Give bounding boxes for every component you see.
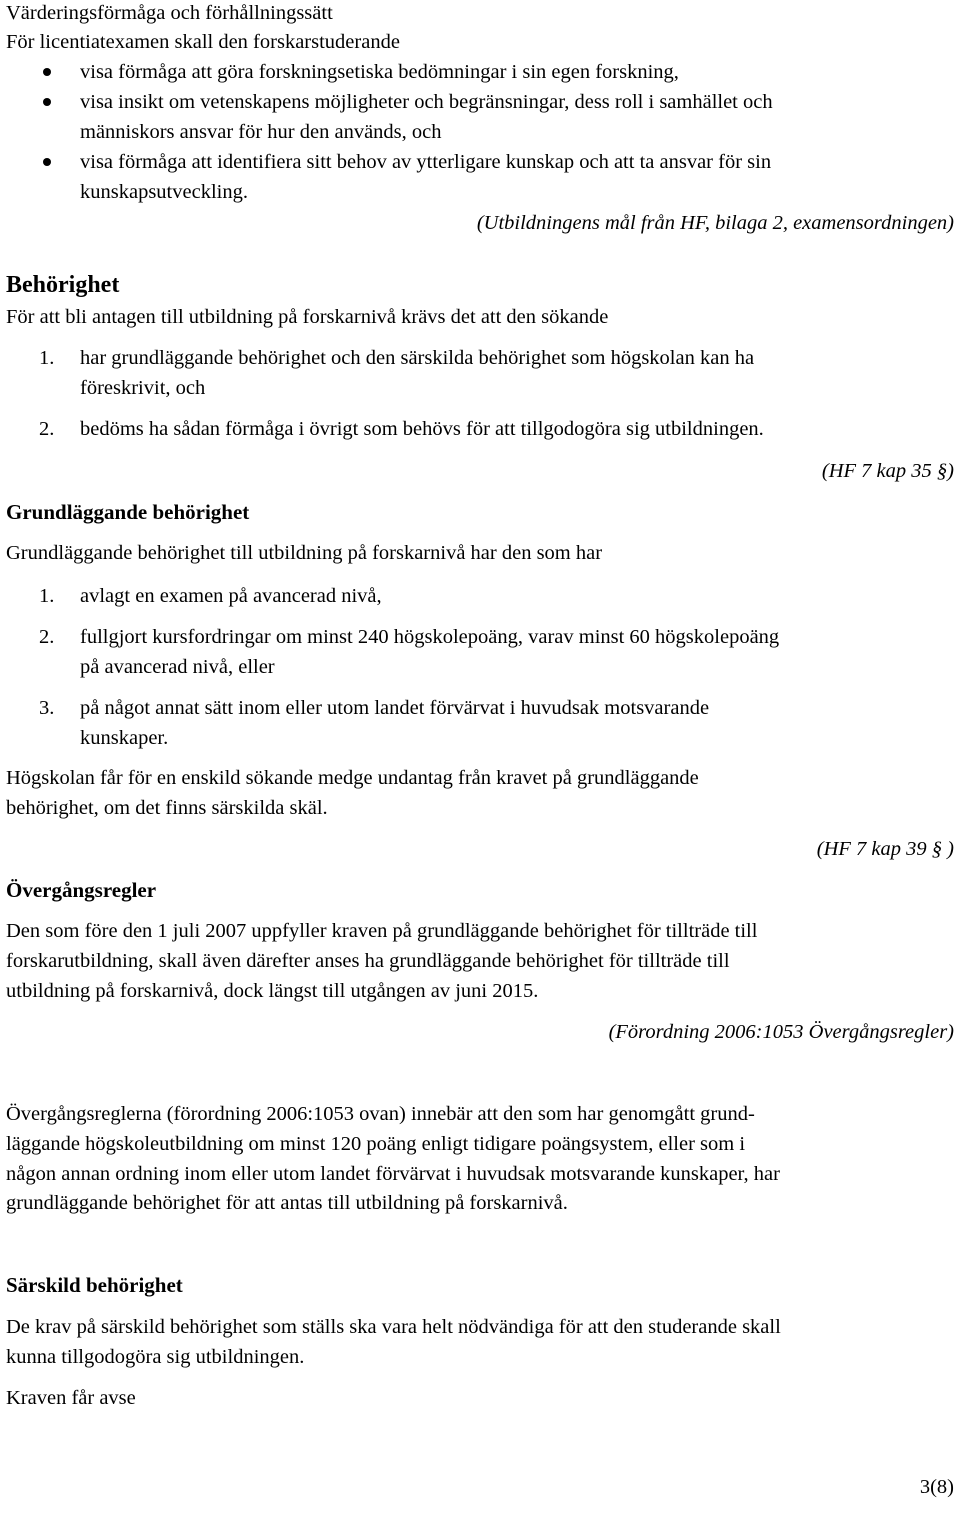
- item-text: på avancerad nivå, eller: [80, 656, 275, 678]
- bullet-icon: [43, 158, 51, 166]
- bullet-text: människors ansvar för hur den används, och: [80, 121, 442, 143]
- behorighet-intro: För att bli antagen till utbildning på forskarnivå krävs det att den sökande: [6, 306, 609, 328]
- item-text: föreskrivit, och: [80, 377, 206, 399]
- item-number: 1.: [39, 585, 55, 607]
- exception-text: Högskolan får för en enskild sökande medge undantag från kravet på grundläggande: [6, 767, 699, 789]
- heading-sarskild: Särskild behörighet: [6, 1273, 183, 1297]
- bullet-icon: [43, 98, 51, 106]
- item-text: kunskaper.: [80, 727, 169, 749]
- paragraph-line: kunna tillgodogöra sig utbildningen.: [6, 1346, 305, 1368]
- section-intro: För licentiatexamen skall den forskarstuderande: [6, 31, 400, 53]
- section-title: Värderingsförmåga och förhållningssätt: [6, 2, 333, 24]
- bullet-text: visa förmåga att identifiera sitt behov av ytterligare kunskap och att ta ansvar för sin: [80, 151, 772, 173]
- citation: (HF 7 kap 39 § ): [816, 838, 954, 860]
- item-text: fullgjort kursfordringar om minst 240 högskolepoäng, varav minst 60 högskolepoäng: [80, 626, 780, 648]
- citation: (HF 7 kap 35 §): [821, 460, 954, 482]
- paragraph-line: Den som före den 1 juli 2007 uppfyller kraven på grundläggande behörighet för tillträde till: [6, 920, 758, 942]
- item-text: bedöms ha sådan förmåga i övrigt som behövs för att tillgodogöra sig utbildningen.: [80, 418, 764, 440]
- paragraph-line: grundläggande behörighet för att antas till utbildning på forskarnivå.: [6, 1192, 568, 1214]
- paragraph-line: läggande högskoleutbildning om minst 120 poäng enligt tidigare poängsystem, eller som i: [6, 1133, 746, 1155]
- item-text: avlagt en examen på avancerad nivå,: [80, 585, 382, 607]
- bullet-text: visa förmåga att göra forskningsetiska bedömningar i sin egen forskning,: [80, 61, 679, 83]
- item-number: 2.: [39, 626, 55, 648]
- heading-behorighet: Behörighet: [6, 272, 120, 298]
- heading-grundlaggande: Grundläggande behörighet: [6, 500, 250, 524]
- item-text: har grundläggande behörighet och den särskilda behörighet som högskolan kan ha: [80, 347, 755, 369]
- citation: (Förordning 2006:1053 Övergångsregler): [608, 1021, 954, 1043]
- paragraph-line: någon annan ordning inom eller utom landet förvärvat i huvudsak motsvarande kunskaper, har: [6, 1163, 780, 1185]
- heading-overgangsregler: Övergångsregler: [6, 878, 157, 902]
- item-number: 2.: [39, 418, 55, 440]
- bullet-text: visa insikt om vetenskapens möjligheter och begränsningar, dess roll i samhället och: [80, 91, 773, 113]
- item-number: 3.: [39, 697, 55, 719]
- exception-text: behörighet, om det finns särskilda skäl.: [6, 797, 328, 819]
- item-text: på något annat sätt inom eller utom landet förvärvat i huvudsak motsvarande: [80, 697, 710, 719]
- paragraph-line: Övergångsreglerna (förordning 2006:1053 ovan) innebär att den som har genomgått grund-: [6, 1103, 755, 1125]
- citation: (Utbildningens mål från HF, bilaga 2, examensordningen): [476, 212, 954, 234]
- item-number: 1.: [39, 347, 55, 369]
- bullet-icon: [43, 68, 51, 76]
- grund-intro: Grundläggande behörighet till utbildning på forskarnivå har den som har: [6, 542, 603, 564]
- trailer-text: Kraven får avse: [6, 1387, 136, 1409]
- paragraph-line: utbildning på forskarnivå, dock längst till utgången av juni 2015.: [6, 980, 539, 1002]
- bullet-text: kunskapsutveckling.: [80, 181, 248, 203]
- paragraph-line: forskarutbildning, skall även därefter anses ha grundläggande behörighet för tillträde till: [6, 950, 730, 972]
- paragraph-line: De krav på särskild behörighet som ställs ska vara helt nödvändiga för att den studerande skall: [6, 1316, 781, 1338]
- page-number: 3(8): [919, 1476, 954, 1498]
